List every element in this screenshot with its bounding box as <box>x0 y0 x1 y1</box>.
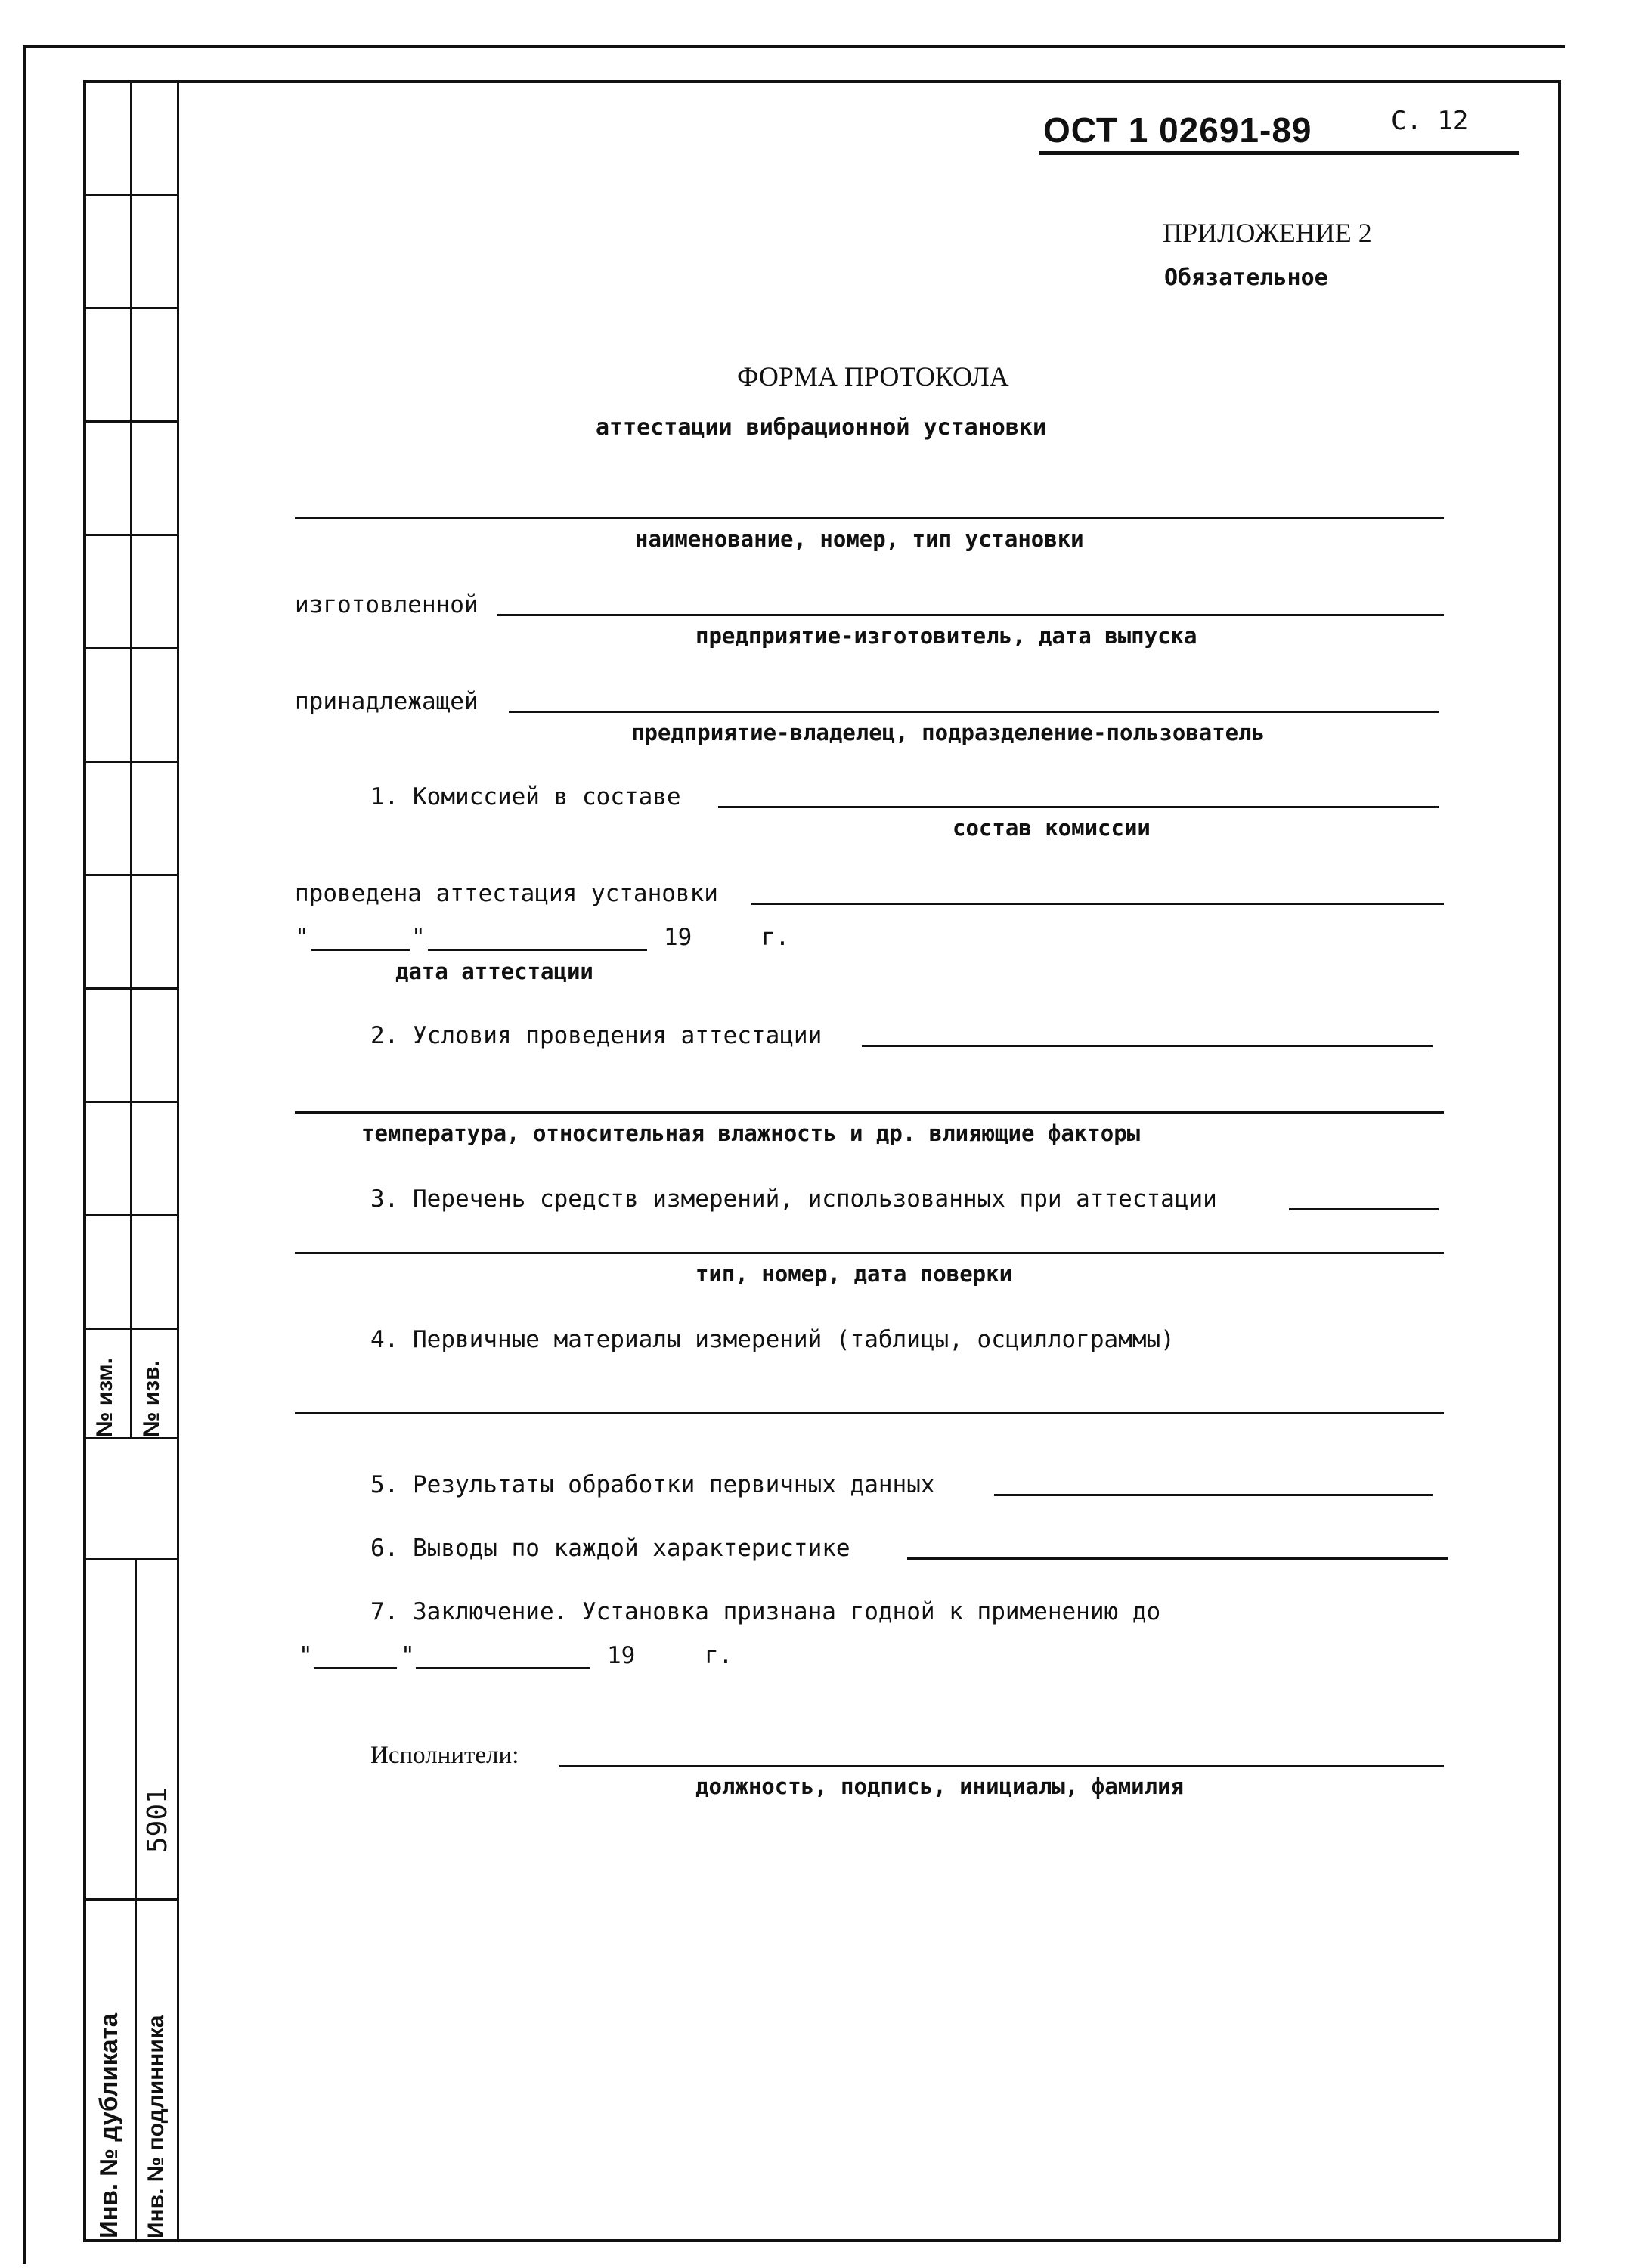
item3-caption: тип, номер, дата поверки <box>695 1261 1013 1287</box>
item1-continuation: проведена аттестация установки <box>295 880 718 907</box>
sidebar-row-line <box>83 420 178 423</box>
item2-caption: температура, относительная влажность и др. влияющие факторы <box>361 1120 1141 1146</box>
original-inventory-value: 5901 <box>142 1787 173 1853</box>
owned-field-line <box>509 711 1439 713</box>
document-code: ОСТ 1 02691-89 <box>1043 110 1312 150</box>
item1-cont-field-line <box>751 903 1444 905</box>
item2-label: 2. Условия проведения аттестации <box>370 1022 822 1049</box>
header-underline <box>1039 151 1519 155</box>
item6-label: 6. Выводы по каждой характеристике <box>370 1535 850 1562</box>
item7-day-line <box>314 1667 397 1669</box>
sidebar-row-line <box>83 1437 178 1439</box>
item3-field-line <box>1289 1208 1439 1210</box>
item6-field-line <box>907 1557 1448 1560</box>
item1-label: 1. Комиссией в составе <box>370 783 681 810</box>
item5-field-line <box>994 1494 1433 1496</box>
form-title: ФОРМА ПРОТОКОЛА <box>737 361 1009 392</box>
original-inventory-label: Инв. № подлинника <box>144 2015 169 2239</box>
item1-day-line <box>311 949 410 951</box>
owned-label: принадлежащей <box>295 688 479 715</box>
executors-caption: должность, подпись, инициалы, фамилия <box>695 1774 1185 1799</box>
page-frame <box>83 80 1561 2242</box>
notice-number-label: № изв. <box>139 1360 164 1437</box>
item1-quote-close: " <box>411 924 426 951</box>
sidebar-row-line <box>83 761 178 763</box>
executors-label: Исполнители: <box>370 1742 519 1769</box>
item7-year: 19 <box>607 1642 636 1669</box>
revision-sidebar <box>83 80 178 2242</box>
item7-month-line <box>416 1667 590 1669</box>
name-field-line <box>295 517 1444 519</box>
sidebar-row-line <box>83 1101 178 1103</box>
item1-caption: состав комиссии <box>953 815 1151 841</box>
item3-field-line-2 <box>295 1252 1444 1254</box>
item2-field-line <box>862 1045 1433 1047</box>
sidebar-row-line <box>83 874 178 876</box>
item3-label: 3. Перечень средств измерений, использованных при аттестации <box>370 1185 1217 1213</box>
name-field-caption: наименование, номер, тип установки <box>635 526 1084 552</box>
sidebar-column-divider-lower <box>135 1558 137 2242</box>
item1-date-caption: дата аттестации <box>395 959 593 984</box>
sidebar-row-line <box>83 1214 178 1216</box>
manufactured-label: изготовленной <box>295 591 479 618</box>
owned-caption: предприятие-владелец, подразделение-пользователь <box>631 720 1265 745</box>
item4-field-line <box>295 1412 1444 1414</box>
change-number-label: № изм. <box>92 1358 117 1437</box>
sidebar-right-edge <box>177 80 179 2242</box>
sidebar-row-line <box>83 194 178 196</box>
item7-quote-close: " <box>401 1642 415 1669</box>
item1-month-line <box>428 949 647 951</box>
item7-quote-open: " <box>299 1642 313 1669</box>
item4-label: 4. Первичные материалы измерений (таблицы, осциллограммы) <box>370 1326 1175 1353</box>
page-number: С. 12 <box>1391 106 1469 136</box>
item1-year: 19 <box>664 924 692 951</box>
sidebar-row-line <box>83 1328 178 1330</box>
sidebar-column-divider <box>130 80 132 1437</box>
duplicate-inventory-label: Инв. № дубликата <box>94 2012 122 2239</box>
item5-label: 5. Результаты обработки первичных данных <box>370 1471 935 1498</box>
sidebar-row-line <box>83 534 178 536</box>
sidebar-row-line <box>83 307 178 309</box>
item7-year-suffix: г. <box>705 1642 733 1669</box>
item1-field-line <box>718 806 1439 808</box>
sidebar-row-line <box>83 647 178 649</box>
sidebar-row-line <box>83 987 178 990</box>
appendix-status: Обязательное <box>1164 265 1328 291</box>
form-subtitle: аттестации вибрационной установки <box>596 414 1047 441</box>
item1-quote-open: " <box>295 924 309 951</box>
item1-year-suffix: г. <box>761 924 790 951</box>
sidebar-row-line <box>83 1558 178 1560</box>
manufactured-field-line <box>497 614 1444 616</box>
appendix-title: ПРИЛОЖЕНИЕ 2 <box>1163 218 1372 248</box>
sidebar-row-line <box>83 1898 178 1901</box>
manufactured-caption: предприятие-изготовитель, дата выпуска <box>695 623 1197 649</box>
executors-field-line <box>559 1765 1444 1767</box>
item2-field-line-2 <box>295 1111 1444 1114</box>
item7-label: 7. Заключение. Установка признана годной к применению до <box>370 1598 1161 1625</box>
